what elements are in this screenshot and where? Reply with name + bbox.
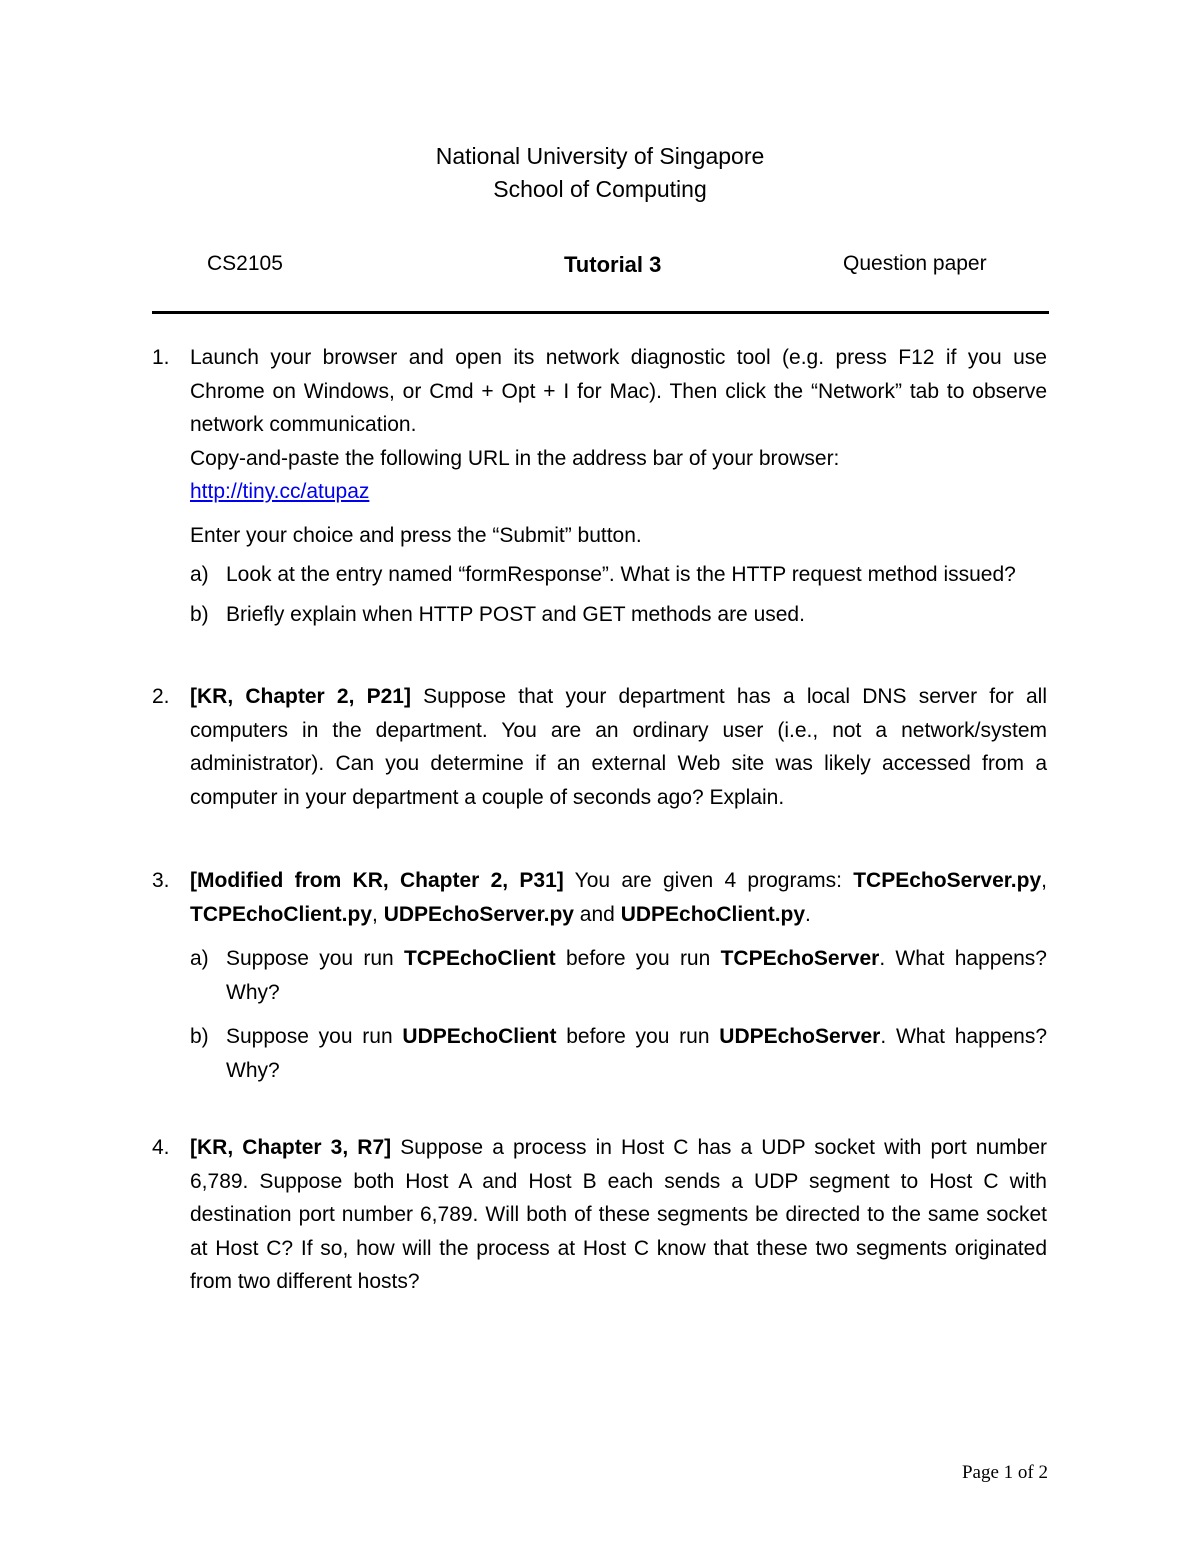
subquestion-b [190, 1020, 1047, 1087]
separator: . [805, 902, 811, 926]
separator: and [573, 902, 621, 926]
separator: , [1041, 869, 1047, 892]
submit-instruction: Enter your choice and press the “Submit” button. [190, 523, 642, 547]
question-3 [152, 864, 1047, 1087]
program-name: TCPEchoServer [720, 947, 880, 970]
header-divider [152, 311, 1049, 314]
subquestion-a [190, 942, 1047, 1009]
program-name: UDPEchoClient [402, 1025, 557, 1048]
question-reference: [Modified from KR, Chapter 2, P31] [190, 869, 564, 892]
program-name: UDPEchoServer.py [383, 902, 574, 926]
paper-type: Question paper [843, 252, 987, 275]
subquestion-a [190, 558, 1047, 592]
program-name: UDPEchoServer [719, 1025, 881, 1048]
question-4 [152, 1131, 1047, 1299]
question-reference: [KR, Chapter 3, R7] [190, 1136, 392, 1159]
subquestion-label: b) [190, 602, 209, 626]
subquestion-text: before you run [556, 1025, 720, 1048]
page-number: Page 1 of 2 [961, 1462, 1048, 1483]
subquestion-text: Briefly explain when HTTP POST and GET methods are used. [226, 602, 805, 626]
question-number: 1. [152, 346, 170, 369]
program-name: TCPEchoServer.py [853, 869, 1042, 892]
program-name: TCPEchoClient.py [190, 902, 373, 926]
school-name: School of Computing [493, 176, 707, 202]
tutorial-title: Tutorial 3 [564, 252, 662, 277]
question-text [190, 1131, 1047, 1299]
subquestion-text: Suppose you run [226, 947, 404, 970]
question-body: Suppose a process in Host C has a UDP socket with port number 6,789. Suppose both Host A and Host B each sends a UDP segment to Host C with destination port number 6,789. Will both of these segments be directed to the same socket at Host C? If so, how will the process at Host C know that these two segments originated from two different hosts? [190, 1136, 1047, 1293]
subquestion-text: Suppose you run [226, 1025, 403, 1048]
tutorial-url-link[interactable]: http://tiny.cc/atupaz [190, 480, 370, 503]
separator: , [372, 902, 384, 926]
subquestion-text: before you run [555, 947, 721, 970]
subquestion-text: Look at the entry named “formResponse”. What is the HTTP request method issued? [226, 563, 1016, 586]
question-text [190, 680, 1047, 814]
question-reference: [KR, Chapter 2, P21] [190, 685, 411, 708]
question-number: 2. [152, 685, 170, 708]
question-number: 3. [152, 869, 170, 892]
subquestion-label: a) [190, 563, 209, 586]
question-text: Launch your browser and open its network diagnostic tool (e.g. press F12 if you use Chrome on Windows, or Cmd + Opt + I for Mac). Then click the “Network” tab to observe network communication. [190, 346, 1047, 436]
question-number: 4. [152, 1136, 170, 1159]
course-code: CS2105 [207, 252, 283, 275]
question-body: You are given 4 programs: [563, 869, 854, 892]
subquestion-text: . What happens? Why? [226, 1025, 1047, 1082]
question-2 [152, 680, 1047, 814]
question-body: Suppose that your department has a local DNS server for all computers in the department. You are an ordinary user (i.e., not a network/system administrator). Can you determine if an external Web site was likely accessed from a computer in your department a couple of seconds ago? Explain. [190, 685, 1047, 809]
subquestion-label: b) [190, 1025, 209, 1048]
subquestion-label: a) [190, 947, 209, 970]
subquestion-b [190, 598, 1047, 632]
question-text [190, 864, 1047, 931]
question-1 [152, 341, 1047, 631]
program-name: TCPEchoClient [403, 947, 556, 970]
subquestion-text: . What happens? Why? [226, 947, 1047, 1004]
url-instruction: Copy-and-paste the following URL in the address bar of your browser: [190, 446, 840, 470]
university-name: National University of Singapore [435, 143, 765, 169]
program-name: UDPEchoClient.py [620, 902, 806, 926]
